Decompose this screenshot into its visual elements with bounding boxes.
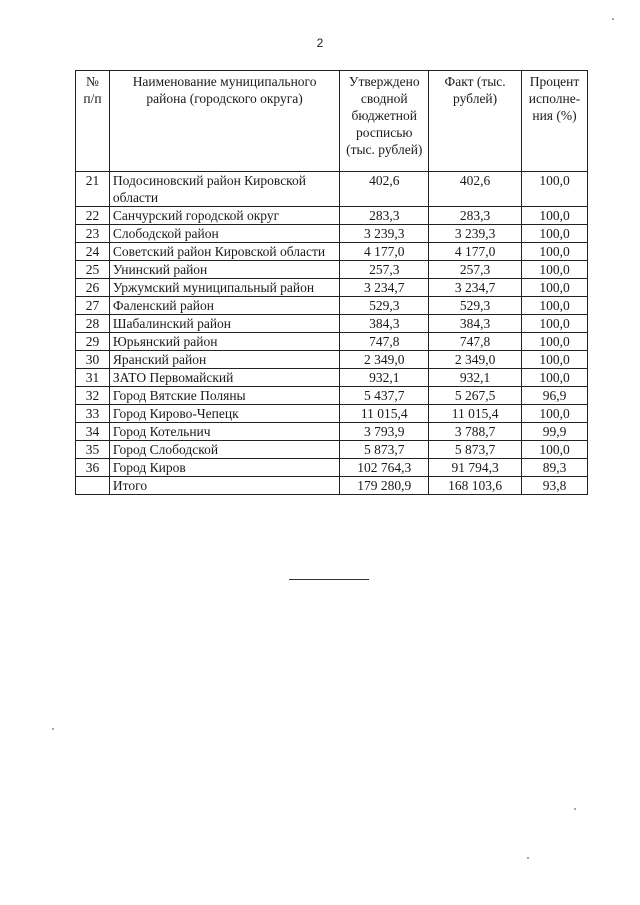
row-fact-value: 91 794,3 bbox=[429, 459, 522, 477]
row-fact-value: 747,8 bbox=[429, 333, 522, 351]
table-row bbox=[76, 351, 588, 369]
row-number: 25 bbox=[76, 261, 110, 279]
row-number: 26 bbox=[76, 279, 110, 297]
row-fact-value: 11 015,4 bbox=[429, 405, 522, 423]
row-fact-value: 529,3 bbox=[429, 297, 522, 315]
row-approved-value: 3 793,9 bbox=[340, 423, 429, 441]
row-number: 33 bbox=[76, 405, 110, 423]
row-district-name: Фаленский район bbox=[109, 297, 339, 315]
table-row bbox=[76, 207, 588, 225]
row-district-name: Уржумский муниципальный район bbox=[109, 279, 339, 297]
row-number: 30 bbox=[76, 351, 110, 369]
row-percent-value: 100,0 bbox=[522, 207, 588, 225]
row-fact-value: 384,3 bbox=[429, 315, 522, 333]
row-percent-value: 100,0 bbox=[522, 279, 588, 297]
row-number: 31 bbox=[76, 369, 110, 387]
row-approved-value: 529,3 bbox=[340, 297, 429, 315]
scan-speck bbox=[574, 808, 576, 810]
row-fact-value: 257,3 bbox=[429, 261, 522, 279]
row-approved-value: 5 873,7 bbox=[340, 441, 429, 459]
header-district-name: Наименование муниципального района (городского округа) bbox=[109, 71, 339, 172]
row-number: 32 bbox=[76, 387, 110, 405]
row-fact-value: 283,3 bbox=[429, 207, 522, 225]
row-approved-value: 179 280,9 bbox=[340, 477, 429, 495]
row-district-name: Итого bbox=[109, 477, 339, 495]
table-row bbox=[76, 297, 588, 315]
row-fact-value: 5 873,7 bbox=[429, 441, 522, 459]
row-district-name: Город Слободской bbox=[109, 441, 339, 459]
row-fact-value: 3 239,3 bbox=[429, 225, 522, 243]
end-rule bbox=[289, 579, 369, 580]
row-percent-value: 99,9 bbox=[522, 423, 588, 441]
scan-speck bbox=[527, 857, 529, 859]
row-number: 21 bbox=[76, 172, 110, 207]
header-number: № п/п bbox=[76, 71, 110, 172]
row-percent-value: 100,0 bbox=[522, 297, 588, 315]
row-percent-value: 100,0 bbox=[522, 261, 588, 279]
table-row bbox=[76, 369, 588, 387]
row-percent-value: 100,0 bbox=[522, 369, 588, 387]
header-percent: Процент исполне-ния (%) bbox=[522, 71, 588, 172]
row-percent-value: 89,3 bbox=[522, 459, 588, 477]
row-approved-value: 283,3 bbox=[340, 207, 429, 225]
row-fact-value: 932,1 bbox=[429, 369, 522, 387]
row-district-name: Яранский район bbox=[109, 351, 339, 369]
row-fact-value: 5 267,5 bbox=[429, 387, 522, 405]
row-percent-value: 100,0 bbox=[522, 405, 588, 423]
row-number: 24 bbox=[76, 243, 110, 261]
scan-speck bbox=[52, 728, 54, 730]
table-row bbox=[76, 423, 588, 441]
table-row bbox=[76, 172, 588, 207]
row-approved-value: 3 239,3 bbox=[340, 225, 429, 243]
row-approved-value: 4 177,0 bbox=[340, 243, 429, 261]
row-approved-value: 2 349,0 bbox=[340, 351, 429, 369]
row-approved-value: 257,3 bbox=[340, 261, 429, 279]
row-fact-value: 3 788,7 bbox=[429, 423, 522, 441]
row-percent-value: 100,0 bbox=[522, 225, 588, 243]
row-approved-value: 11 015,4 bbox=[340, 405, 429, 423]
table-header-row bbox=[76, 71, 588, 172]
row-percent-value: 100,0 bbox=[522, 351, 588, 369]
page-number: 2 bbox=[316, 36, 324, 50]
header-approved: Утверждено сводной бюджетной росписью (тыс. рублей) bbox=[340, 71, 429, 172]
row-district-name: Город Вятские Поляны bbox=[109, 387, 339, 405]
table-row bbox=[76, 225, 588, 243]
row-approved-value: 102 764,3 bbox=[340, 459, 429, 477]
table-row bbox=[76, 387, 588, 405]
row-percent-value: 100,0 bbox=[522, 315, 588, 333]
row-district-name: Юрьянский район bbox=[109, 333, 339, 351]
row-percent-value: 96,9 bbox=[522, 387, 588, 405]
row-number: 22 bbox=[76, 207, 110, 225]
row-percent-value: 100,0 bbox=[522, 441, 588, 459]
row-approved-value: 5 437,7 bbox=[340, 387, 429, 405]
table-row bbox=[76, 261, 588, 279]
row-district-name: ЗАТО Первомайский bbox=[109, 369, 339, 387]
row-district-name: Шабалинский район bbox=[109, 315, 339, 333]
row-fact-value: 3 234,7 bbox=[429, 279, 522, 297]
row-number: 34 bbox=[76, 423, 110, 441]
row-percent-value: 93,8 bbox=[522, 477, 588, 495]
row-district-name: Город Котельнич bbox=[109, 423, 339, 441]
table-row bbox=[76, 279, 588, 297]
row-number: 29 bbox=[76, 333, 110, 351]
row-percent-value: 100,0 bbox=[522, 172, 588, 207]
row-fact-value: 168 103,6 bbox=[429, 477, 522, 495]
table-row bbox=[76, 459, 588, 477]
row-fact-value: 402,6 bbox=[429, 172, 522, 207]
row-approved-value: 932,1 bbox=[340, 369, 429, 387]
row-district-name: Город Киров bbox=[109, 459, 339, 477]
budget-execution-table bbox=[75, 70, 588, 495]
row-number: 23 bbox=[76, 225, 110, 243]
row-district-name: Санчурский городской округ bbox=[109, 207, 339, 225]
row-number: 27 bbox=[76, 297, 110, 315]
table-row bbox=[76, 441, 588, 459]
row-number bbox=[76, 477, 110, 495]
row-number: 35 bbox=[76, 441, 110, 459]
row-number: 36 bbox=[76, 459, 110, 477]
row-approved-value: 747,8 bbox=[340, 333, 429, 351]
total-row bbox=[76, 477, 588, 495]
row-district-name: Унинский район bbox=[109, 261, 339, 279]
row-percent-value: 100,0 bbox=[522, 243, 588, 261]
table-row bbox=[76, 315, 588, 333]
table-row bbox=[76, 405, 588, 423]
row-approved-value: 384,3 bbox=[340, 315, 429, 333]
row-percent-value: 100,0 bbox=[522, 333, 588, 351]
row-fact-value: 2 349,0 bbox=[429, 351, 522, 369]
scan-speck bbox=[612, 18, 614, 20]
row-number: 28 bbox=[76, 315, 110, 333]
row-approved-value: 402,6 bbox=[340, 172, 429, 207]
row-district-name: Советский район Кировской области bbox=[109, 243, 339, 261]
table-row bbox=[76, 243, 588, 261]
row-approved-value: 3 234,7 bbox=[340, 279, 429, 297]
row-district-name: Слободской район bbox=[109, 225, 339, 243]
row-fact-value: 4 177,0 bbox=[429, 243, 522, 261]
header-fact: Факт (тыс. рублей) bbox=[429, 71, 522, 172]
row-district-name: Город Кирово-Чепецк bbox=[109, 405, 339, 423]
table-row bbox=[76, 333, 588, 351]
row-district-name: Подосиновский район Кировской области bbox=[109, 172, 339, 207]
